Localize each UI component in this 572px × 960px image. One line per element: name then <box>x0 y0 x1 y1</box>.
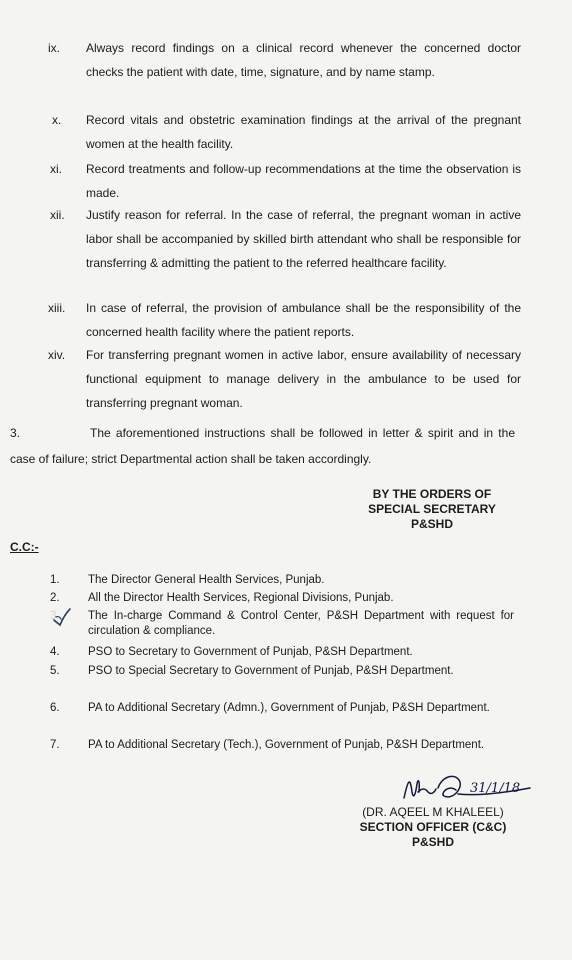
cc-number: 7. <box>50 739 60 751</box>
instruction-number: x. <box>52 113 62 127</box>
instruction-number: ix. <box>48 41 60 55</box>
authority-block <box>352 487 512 532</box>
cc-text: PA to Additional Secretary (Admn.), Government of Punjab, P&SH Department. <box>88 702 490 714</box>
authority-line: SPECIAL SECRETARY <box>368 502 496 516</box>
instruction-text: Always record findings on a clinical record whenever the concerned doctor checks the patient with date, time, signature, and by name stamp. <box>86 41 521 79</box>
cc-text: All the Director Health Services, Regional Divisions, Punjab. <box>88 592 394 604</box>
cc-text: PSO to Secretary to Government of Punjab, P&SH Department. <box>88 646 413 658</box>
instruction-text: For transferring pregnant women in active labor, ensure availability of necessary functional equipment to manage delivery in the ambulance to be used for transferring pregnant woman. <box>86 348 521 410</box>
signatory-department: P&SHD <box>411 835 454 849</box>
authority-line: P&SHD <box>410 517 453 531</box>
signature-date: 31/1/18 <box>470 781 521 796</box>
cc-number: 5. <box>50 665 60 677</box>
authority-line: BY THE ORDERS OF <box>372 487 492 501</box>
instruction-text: In case of referral, the provision of ambulance shall be the responsibility of the concerned health facility where the patient reports. <box>86 301 521 339</box>
instruction-number: xi. <box>50 162 62 176</box>
signatory-block <box>338 805 528 850</box>
cc-text: PSO to Special Secretary to Government of Punjab, P&SH Department. <box>88 665 454 677</box>
paragraph-3 <box>10 420 515 472</box>
instruction-text: Justify reason for referral. In the case of referral, the pregnant woman in active labor shall be accompanied by skilled birth attendant who shall be responsible for transferring & admitting the patient to the referred healthcare facility. <box>86 208 521 270</box>
signatory-designation: SECTION OFFICER (C&C) <box>359 820 507 834</box>
cc-number: 4. <box>50 646 60 658</box>
instruction-text: Record treatments and follow-up recommendations at the time the observation is made. <box>86 162 521 200</box>
handwritten-tick-icon <box>52 607 72 627</box>
instruction-number: xiii. <box>48 301 66 315</box>
paragraph-text: The aforementioned instructions shall be followed in letter & spirit and in the case of failure; strict Departmental action shall be taken accordingly. <box>10 426 515 466</box>
handwritten-signature <box>398 770 538 808</box>
paragraph-number: 3. <box>10 426 21 440</box>
cc-text: The In-charge Command & Control Center, P&SH Department with request for circulation & compliance. <box>88 610 514 637</box>
cc-number: 2. <box>50 592 60 604</box>
cc-number: 6. <box>50 702 60 714</box>
instruction-text: Record vitals and obstetric examination findings at the arrival of the pregnant women at the health facility. <box>86 113 521 151</box>
cc-number: 3. <box>50 610 60 622</box>
cc-text: The Director General Health Services, Punjab. <box>88 574 325 586</box>
instruction-number: xiv. <box>48 348 66 362</box>
cc-text: PA to Additional Secretary (Tech.), Government of Punjab, P&SH Department. <box>88 739 485 751</box>
instruction-number: xii. <box>50 208 65 222</box>
cc-heading: C.C:- <box>10 540 39 554</box>
cc-number: 1. <box>50 574 60 586</box>
signatory-name: (DR. AQEEL M KHALEEL) <box>362 805 504 819</box>
